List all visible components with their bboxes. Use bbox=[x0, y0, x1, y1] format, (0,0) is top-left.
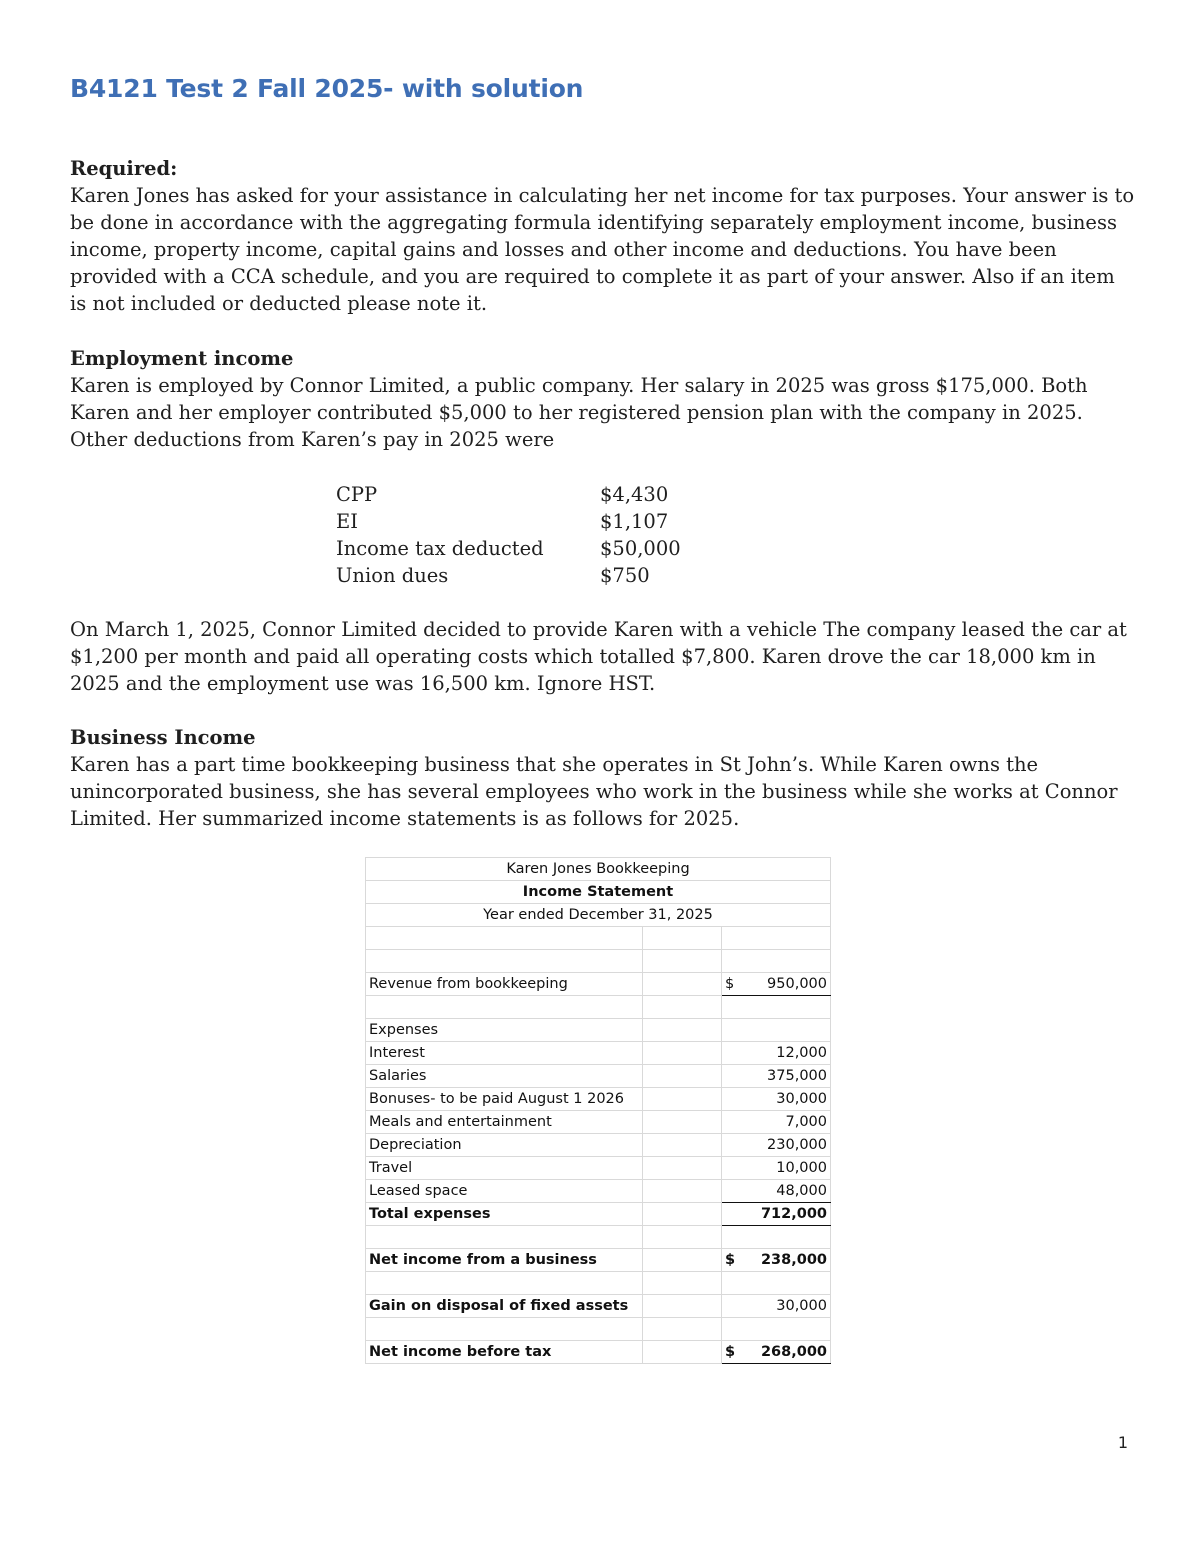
table-row bbox=[366, 950, 831, 973]
gain-label: Gain on disposal of fixed assets bbox=[366, 1295, 643, 1318]
table-row bbox=[366, 1226, 831, 1249]
net-before-tax-label: Net income before tax bbox=[366, 1341, 643, 1364]
table-row bbox=[366, 1318, 831, 1341]
required-heading: Required: bbox=[70, 157, 178, 180]
net-business-value: 238,000 bbox=[760, 1252, 827, 1268]
expense-value: 30,000 bbox=[722, 1088, 831, 1111]
required-text: Karen Jones has asked for your assistance in calculating her net income for tax purposes. Your answer is to be done in accordance with the aggregating formula identifying separately employment income, business income, property income, capital gains and losses and other income and deductions. You have been provided with a CCA schedule, and you are required to complete it as part of your answer. Also if an item is not included or deducted please note it. bbox=[70, 184, 1135, 315]
deduction-amount: $50,000 bbox=[600, 537, 681, 560]
deduction-amount: $750 bbox=[600, 564, 650, 587]
expense-label: Meals and entertainment bbox=[366, 1111, 643, 1134]
deduction-row bbox=[336, 481, 720, 508]
deduction-row bbox=[336, 508, 720, 535]
expenses-label: Expenses bbox=[366, 1019, 643, 1042]
revenue-label: Revenue from bookkeeping bbox=[366, 973, 643, 996]
company-name: Karen Jones Bookkeeping bbox=[366, 858, 831, 881]
total-expenses-label: Total expenses bbox=[366, 1203, 643, 1226]
business-section bbox=[70, 724, 1135, 832]
table-row bbox=[366, 927, 831, 950]
table-row bbox=[366, 1203, 831, 1226]
net-before-tax-value: 268,000 bbox=[760, 1344, 827, 1360]
employment-section bbox=[70, 345, 1135, 453]
employment-heading: Employment income bbox=[70, 347, 294, 370]
deduction-label: EI bbox=[336, 510, 358, 533]
table-row bbox=[366, 858, 831, 881]
expense-value: 7,000 bbox=[722, 1111, 831, 1134]
table-row bbox=[366, 1157, 831, 1180]
table-row bbox=[366, 1065, 831, 1088]
expense-value: 230,000 bbox=[722, 1134, 831, 1157]
table-row bbox=[366, 1180, 831, 1203]
table-row bbox=[366, 1111, 831, 1134]
required-section bbox=[70, 155, 1135, 317]
total-expenses-value: 712,000 bbox=[722, 1203, 831, 1226]
revenue-value: 950,000 bbox=[767, 976, 827, 992]
table-row bbox=[366, 904, 831, 927]
business-text: Karen has a part time bookkeeping business that she operates in St John’s. While Karen owns the unincorporated business, she has several employees who work in the business while she works at Connor Limited. Her summarized income statements is as follows for 2025. bbox=[70, 753, 1118, 830]
expense-value: 48,000 bbox=[722, 1180, 831, 1203]
deduction-label: Income tax deducted bbox=[336, 537, 544, 560]
expense-label: Salaries bbox=[366, 1065, 643, 1088]
deductions-list bbox=[336, 481, 720, 589]
net-business-label: Net income from a business bbox=[366, 1249, 643, 1272]
deduction-label: CPP bbox=[336, 483, 378, 506]
table-row bbox=[366, 1341, 831, 1364]
expense-value: 10,000 bbox=[722, 1157, 831, 1180]
currency-symbol: $ bbox=[725, 1344, 736, 1360]
expense-label: Interest bbox=[366, 1042, 643, 1065]
deduction-amount: $4,430 bbox=[600, 483, 669, 506]
expense-label: Leased space bbox=[366, 1180, 643, 1203]
vehicle-paragraph bbox=[70, 616, 1135, 697]
expense-label: Depreciation bbox=[366, 1134, 643, 1157]
expense-label: Bonuses- to be paid August 1 2026 bbox=[366, 1088, 643, 1111]
gain-value: 30,000 bbox=[722, 1295, 831, 1318]
business-heading: Business Income bbox=[70, 726, 256, 749]
statement-period: Year ended December 31, 2025 bbox=[366, 904, 831, 927]
table-row bbox=[366, 1295, 831, 1318]
table-row bbox=[366, 996, 831, 1019]
table-row bbox=[366, 1134, 831, 1157]
table-row bbox=[366, 1249, 831, 1272]
statement-name: Income Statement bbox=[366, 881, 831, 904]
table-row bbox=[366, 1042, 831, 1065]
page-number: 1 bbox=[1117, 1433, 1128, 1452]
document-title: B4121 Test 2 Fall 2025- with solution bbox=[70, 74, 584, 103]
currency-symbol: $ bbox=[725, 976, 735, 992]
expense-label: Travel bbox=[366, 1157, 643, 1180]
employment-text: Karen is employed by Connor Limited, a public company. Her salary in 2025 was gross $175,000. Both Karen and her employer contributed $5,000 to her registered pension plan with the company in 2025. Other deductions from Karen’s pay in 2025 were bbox=[70, 374, 1088, 451]
table-row bbox=[366, 1019, 831, 1042]
expense-value: 12,000 bbox=[722, 1042, 831, 1065]
expense-value: 375,000 bbox=[722, 1065, 831, 1088]
deduction-row bbox=[336, 535, 720, 562]
currency-symbol: $ bbox=[725, 1252, 736, 1268]
table-row bbox=[366, 973, 831, 996]
table-row bbox=[366, 881, 831, 904]
income-statement-table bbox=[365, 857, 831, 1364]
vehicle-text: On March 1, 2025, Connor Limited decided to provide Karen with a vehicle The company leased the car at $1,200 per month and paid all operating costs which totalled $7,800. Karen drove the car 18,000 km in 2025 and the employment use was 16,500 km. Ignore HST. bbox=[70, 618, 1127, 695]
table-row bbox=[366, 1088, 831, 1111]
deduction-label: Union dues bbox=[336, 564, 449, 587]
deduction-amount: $1,107 bbox=[600, 510, 669, 533]
deduction-row bbox=[336, 562, 720, 589]
table-row bbox=[366, 1272, 831, 1295]
